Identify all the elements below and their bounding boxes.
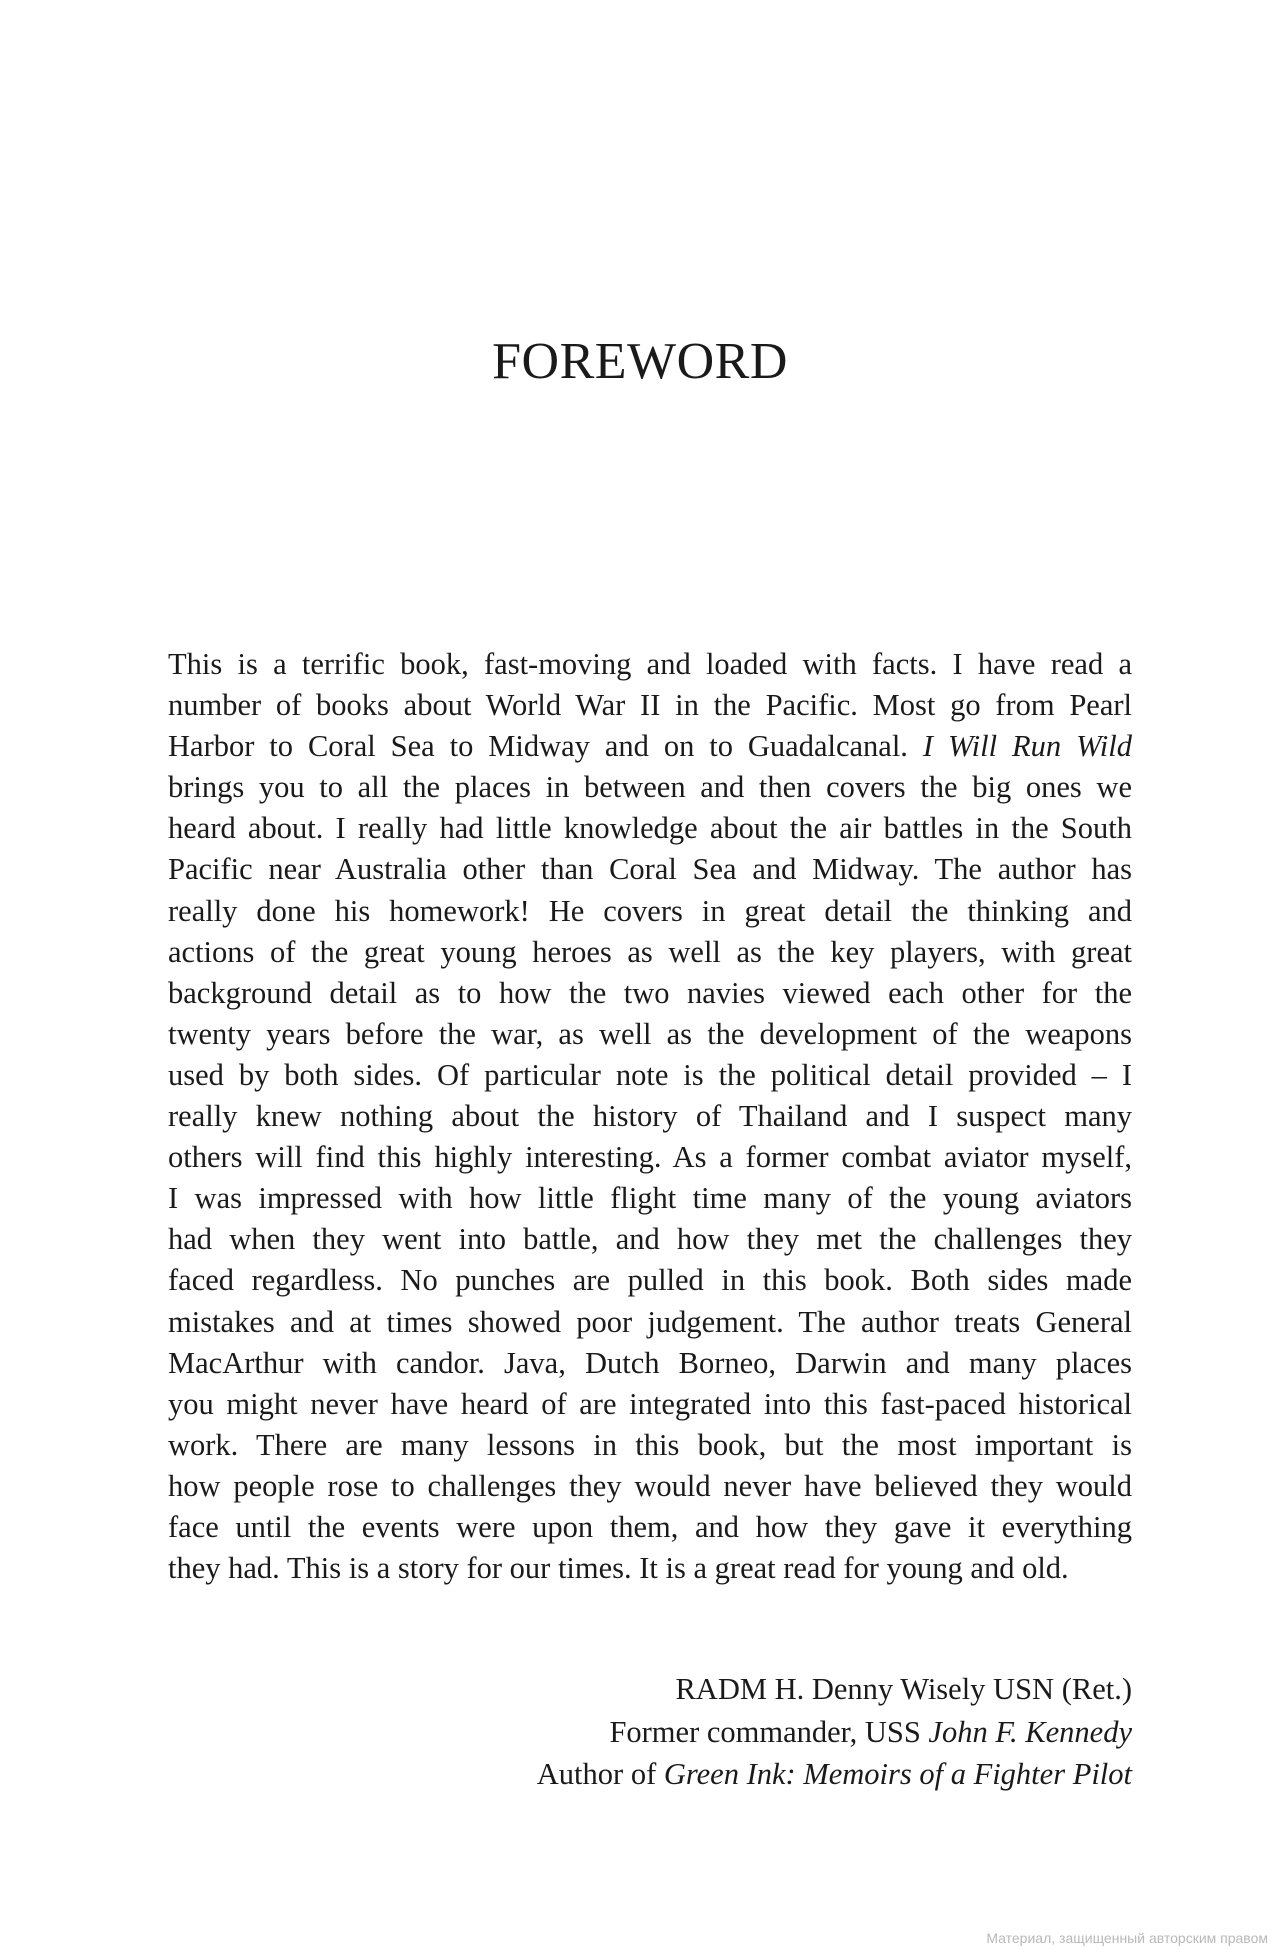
body-line: MacArthur with candor. Java, Dutch Borneo, Darwin and many places xyxy=(168,1345,1132,1380)
book-title: I Will Run Wild xyxy=(922,729,1132,764)
body-line: mistakes and at times showed poor judgement. The author treats General xyxy=(168,1304,1132,1339)
signature-role: Former commander, USS John F. Kennedy xyxy=(609,1714,1132,1749)
page-title: FOREWORD xyxy=(492,333,788,390)
body-line: Pacific near Australia other than Coral Sea and Midway. The author has xyxy=(168,852,1132,887)
body-line: used by both sides. Of particular note is the political detail provided – I xyxy=(168,1057,1132,1092)
body-line: work. There are many lessons in this book, but the most important is xyxy=(168,1427,1132,1462)
body-line: they had. This is a story for our times. It is a great read for young and old. xyxy=(168,1551,1069,1586)
body-line: twenty years before the war, as well as the development of the weapons xyxy=(168,1016,1132,1051)
body-line: heard about. I really had little knowledge about the air battles in the South xyxy=(168,811,1132,846)
body-line: number of books about World War II in the Pacific. Most go from Pearl xyxy=(168,688,1132,723)
signature-name: RADM H. Denny Wisely USN (Ret.) xyxy=(675,1672,1132,1706)
body-line: background detail as to how the two navies viewed each other for the xyxy=(168,975,1132,1010)
body-line: face until the events were upon them, and how they gave it everything xyxy=(168,1509,1132,1544)
body-line: faced regardless. No punches are pulled in this book. Both sides made xyxy=(168,1263,1132,1298)
body-line: how people rose to challenges they would never have believed they would xyxy=(168,1468,1132,1503)
body-line: really done his homework! He covers in great detail the thinking and xyxy=(168,893,1132,928)
body-line: I was impressed with how little flight time many of the young aviators xyxy=(168,1181,1132,1216)
foreword-body xyxy=(168,644,1132,1589)
body-line: really knew nothing about the history of Thailand and I suspect many xyxy=(168,1099,1132,1134)
signature-block xyxy=(537,1668,1132,1796)
body-line: actions of the great young heroes as well as the key players, with great xyxy=(168,934,1132,969)
body-line xyxy=(168,726,1132,767)
signature-author-credit: Author of Green Ink: Memoirs of a Fighter Pilot xyxy=(536,1757,1132,1791)
copyright-watermark: Материал, защищенный авторским правом xyxy=(986,1930,1268,1946)
body-line: This is a terrific book, fast-moving and loaded with facts. I have read a xyxy=(168,647,1132,681)
body-line: brings you to all the places in between and then covers the big ones we xyxy=(168,770,1132,805)
ship-name: John F. Kennedy xyxy=(928,1714,1132,1749)
body-line: others will find this highly interesting. As a former combat aviator myself, xyxy=(168,1140,1132,1175)
memoir-title: Green Ink: Memoirs of a Fighter Pilot xyxy=(663,1757,1132,1791)
body-line-text: Harbor to Coral Sea to Midway and on to Guadalcanal. xyxy=(168,729,923,764)
body-line: you might never have heard of are integrated into this fast-paced historical xyxy=(168,1386,1132,1421)
body-line: had when they went into battle, and how they met the challenges they xyxy=(168,1222,1132,1257)
